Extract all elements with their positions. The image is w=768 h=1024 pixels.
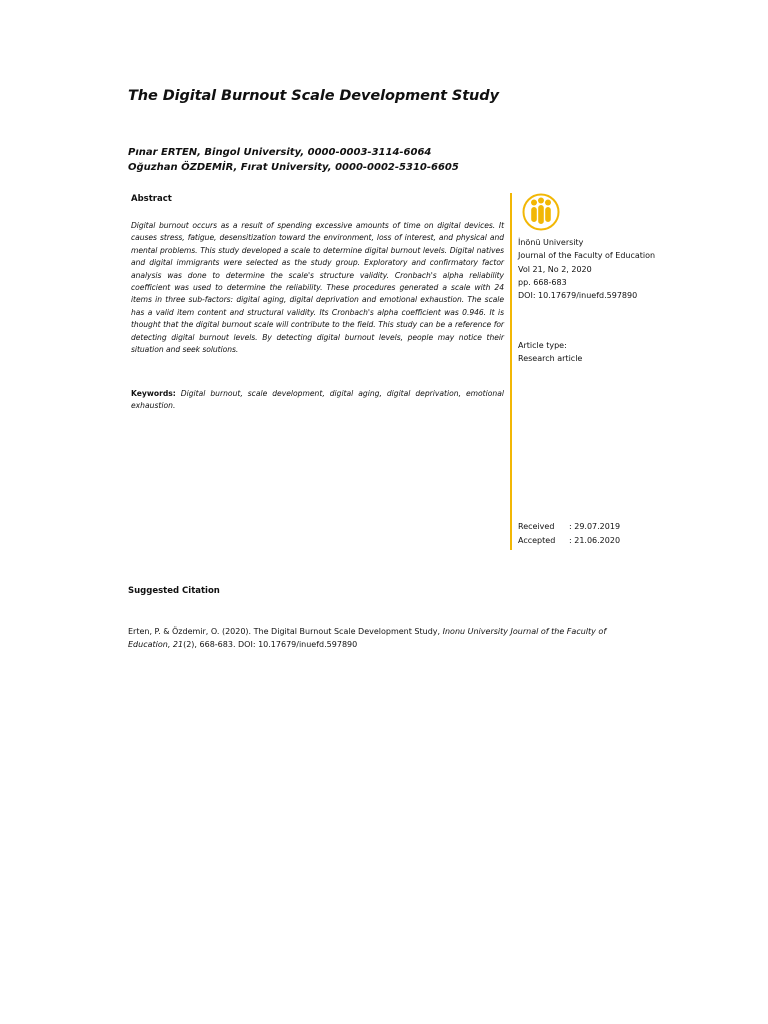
article-type [518,339,582,366]
author-list [128,146,459,175]
article-title: The Digital Burnout Scale Development Study [128,88,499,104]
journal-doi: DOI: 10.17679/inuefd.597890 [518,291,638,301]
accepted-date: : 21.06.2020 [569,535,621,545]
citation-journal: Inonu University Journal of the Faculty of Education, 21 [128,627,607,649]
keywords [131,388,504,413]
journal-name: Journal of the Faculty of Education [518,251,656,261]
accepted-label: Accepted [518,535,556,545]
journal-pages: pp. 668-683 [518,277,567,287]
journal-info [518,236,655,302]
abstract-text: Digital burnout occurs as a result of spending excessive amounts of time on digital devices. It causes stress, fatigue, desensitization toward the environment, loss of interest, and physical and mental problems. This study developed a scale to determine digital burnout levels. Digital natives and digital immigrants were selected as the study group. Exploratory and confirmatory factor analysis was done to determine the scale's structure validity. Cronbach's alpha reliability coefficient was used to determine the reliability. These procedures generated a scale with 24 items in three sub-factors: digital aging, digital deprivation and emotional exhaustion. The scale has a valid item content and structural validity. Its Cronbach's alpha coefficient was 0.946. It is thought that the digital burnout scale will contribute to the field. This study can be a reference for detecting digital burnout levels. By detecting digital burnout levels, people may notice their situation and seek solutions. [131,221,504,355]
received-label: Received [518,522,555,531]
citation-heading: Suggested Citation [128,586,220,596]
author-line: Pınar ERTEN, Bingol University, 0000-0003-3114-6064 [128,147,432,158]
submission-dates [518,520,620,547]
citation-authors-title: Erten, P. & Özdemir, O. (2020). The Digital Burnout Scale Development Study, [128,627,443,636]
sidebar-divider [510,193,512,550]
accepted-row [518,534,620,548]
article-type-value: Research article [518,354,583,364]
keywords-label: Keywords: [131,389,176,398]
journal-university: İnönü University [518,238,584,247]
suggested-citation [128,626,648,651]
received-row [518,520,620,534]
author-line: Oğuzhan ÖZDEMİR, Fırat University, 0000-0002-5310-6605 [128,161,459,173]
journal-volume: Vol 21, No 2, 2020 [518,264,592,274]
abstract-heading: Abstract [131,194,172,204]
keywords-text: Digital burnout, scale development, digital aging, digital deprivation, emotional exhaustion. [131,389,504,411]
university-logo-icon [518,192,564,232]
received-date: : 29.07.2019 [569,522,621,531]
citation-issue-doi: (2), 668-683. DOI: 10.17679/inuefd.597890 [183,639,358,649]
article-type-label: Article type: [518,341,567,350]
